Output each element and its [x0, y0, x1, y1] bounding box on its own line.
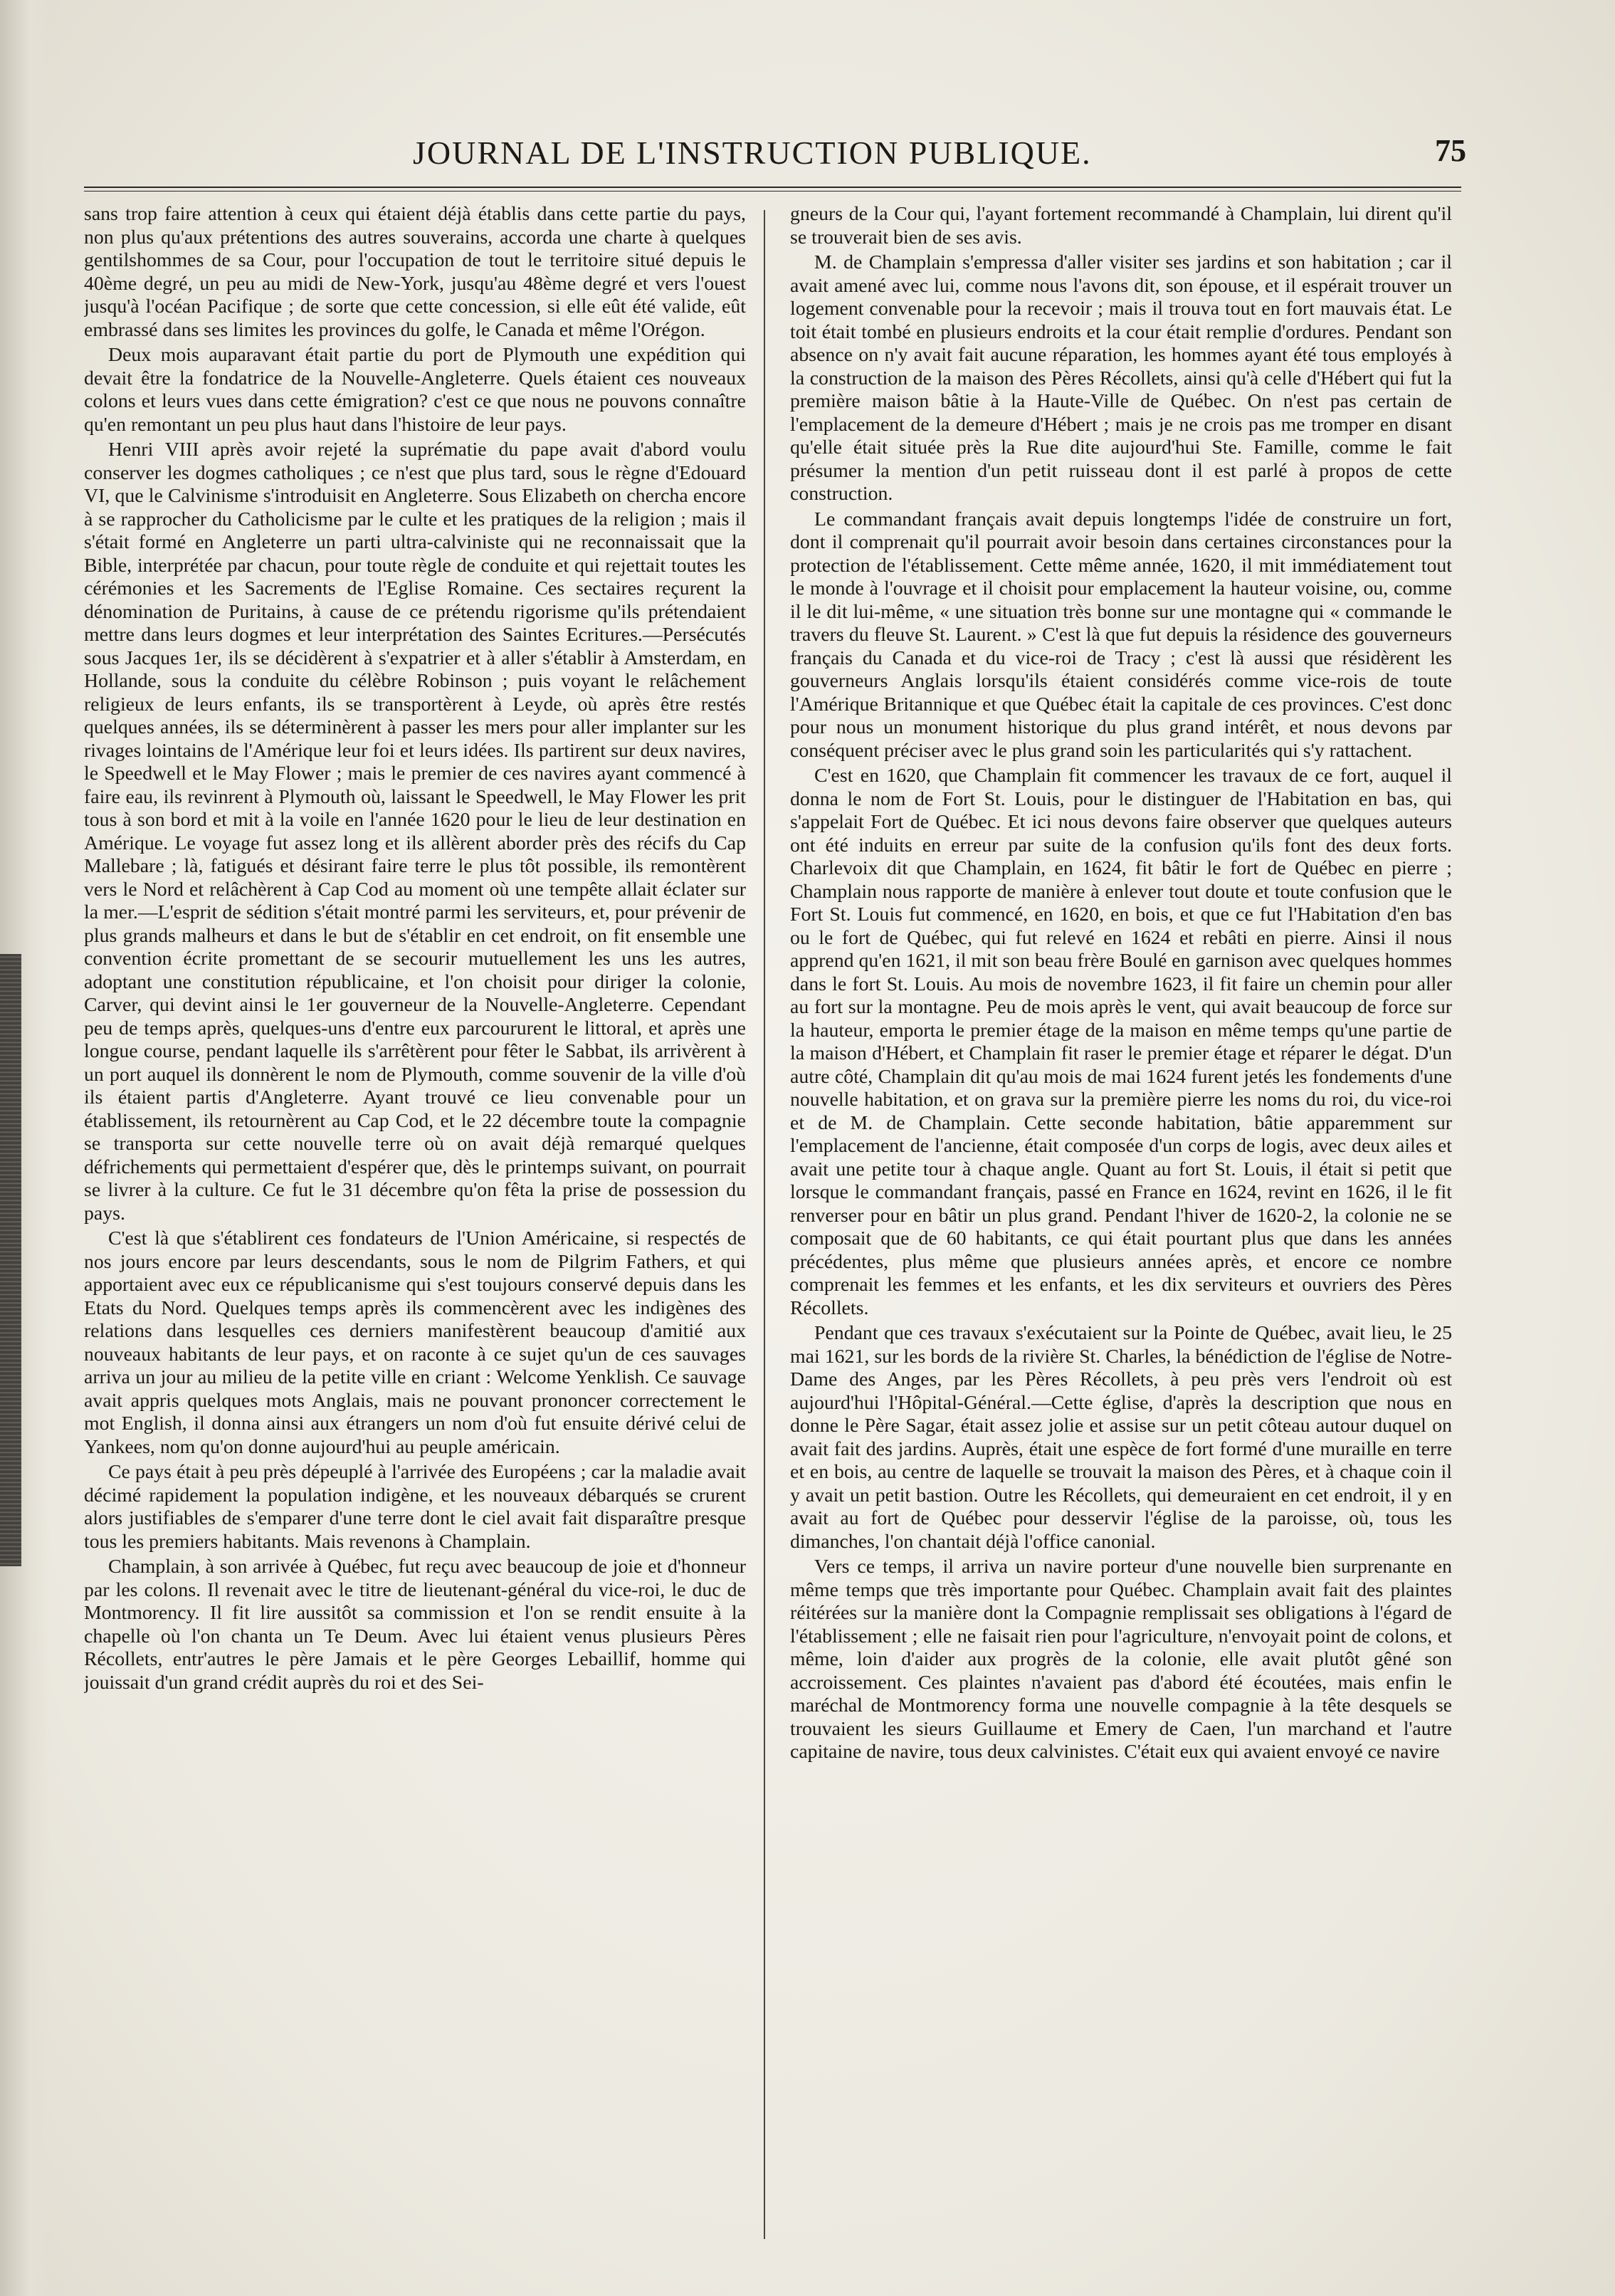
paragraph: gneurs de la Cour qui, l'ayant fortement recommandé à Champlain, lui dirent qu'il se trouverait bien de ses avis.: [790, 203, 1452, 248]
paragraph: Le commandant français avait depuis longtemps l'idée de construire un fort, dont il comprenait qu'il pourrait avoir besoin dans certaines circonstances pour la protection de l'établissement. Cette même année, 1620, il mit immédiatement tout le monde à l'ouvrage et il choisit pour emplacement la hauteur voisine, ou, comme il le dit lui-même, « une situation très bonne sur une montagne qui « commande le travers du fleuve St. Laurent. » C'est là que fut depuis la résidence des gouverneurs français du Canada et du vice-roi de Tracy ; c'est là aussi que résidèrent les gouverneurs Anglais lorsqu'ils étaient considérés comme vice-rois de toute l'Amérique Britannique et que Québec était la capitale de ces provinces. C'est donc pour nous un monument historique du plus grand intérêt, et nous devons par conséquent préciser avec le plus grand soin les particularités qui s'y rattachent.: [790, 508, 1452, 762]
column-divider: [764, 210, 765, 2239]
right-column: [790, 203, 1452, 2260]
paragraph: sans trop faire attention à ceux qui étaient déjà établis dans cette partie du pays, non plus qu'aux prétentions des autres souverains, accorda une charte à quelques gentilshommes de sa Cour, pour l'occupation de tout le territoire situé depuis le 40ème degré, un peu au midi de New-York, jusqu'au 48ème degré et vers l'ouest jusqu'à l'océan Pacifique ; de sorte que cette concession, si elle eût été valide, eût embrassé dans ses limites les provinces du golfe, le Canada et même l'Orégon.: [84, 203, 746, 341]
paragraph: Deux mois auparavant était partie du port de Plymouth une expédition qui devait être la fondatrice de la Nouvelle-Angleterre. Quels étaient ces nouveaux colons et leurs vues dans cette émigration? c'est ce que nous ne pouvons connaître qu'en remontant un peu plus haut dans l'histoire de leur pays.: [84, 344, 746, 436]
running-title: JOURNAL DE L'INSTRUCTION PUBLIQUE.: [413, 135, 1092, 171]
page-number: 75: [1435, 133, 1466, 168]
paragraph: Champlain, à son arrivée à Québec, fut reçu avec beaucoup de joie et d'honneur par les colons. Il revenait avec le titre de lieutenant-général du vice-roi, le duc de Montmorency. Il fit lire aussitôt sa commission et l'on se rendit ensuite à la chapelle où l'on chanta un Te Deum. Avec lui étaient venus plusieurs Pères Récollets, entr'autres le père Jamais et le père Georges Lebaillif, homme qui jouissait d'un grand crédit auprès du roi et des Sei-: [84, 1556, 746, 1694]
binding-edge: [0, 954, 21, 1566]
paragraph: M. de Champlain s'empressa d'aller visiter ses jardins et son habitation ; car il avait amené avec lui, comme nous l'avons dit, son épouse, et il espérait trouver un logement convenable pour la recevoir ; mais il trouva tout en fort mauvais état. Le toit était tombé en plusieurs endroits et la cour était remplie d'ordures. Pendant son absence on n'y avait fait aucune réparation, les hommes ayant été tous employés à la construction de la maison des Pères Récollets, ainsi qu'à celle d'Hébert qui fut la première maison bâtie à la Haute-Ville de Québec. On n'est pas certain de l'emplacement de la demeure d'Hébert ; mais je ne crois pas me tromper en disant qu'elle était située près la Rue dite aujourd'hui Ste. Famille, comme le fait présumer la mention d'un petit ruisseau dont il est parlé à propos de cette construction.: [790, 251, 1452, 505]
page-header: [356, 128, 1466, 178]
paragraph: Pendant que ces travaux s'exécutaient sur la Pointe de Québec, avait lieu, le 25 mai 1621, sur les bords de la rivière St. Charles, la bénédiction de l'église de Notre-Dame des Anges, par les Pères Récollets, à peu près vers l'endroit où est aujourd'hui l'Hôpital-Général.—Cette église, d'après la description que nous en donne le Père Sagar, était assez jolie et assise sur un petit côteau autour duquel on avait fait des jardins. Auprès, était une espèce de fort formé d'une muraille en terre et en bois, au centre de laquelle se trouvait la maison des Pères, et à chaque coin il y avait un petit bastion. Outre les Récollets, qui demeuraient en cet endroit, il y en avait au fort de Québec pour desservir l'église de la paroisse, où, tous les dimanches, l'on chantait déjà l'office canonial.: [790, 1322, 1452, 1553]
paragraph: C'est en 1620, que Champlain fit commencer les travaux de ce fort, auquel il donna le nom de Fort St. Louis, pour le distinguer de l'Habitation en bas, qui s'appelait Fort de Québec. Et ici nous devons faire observer que quelques auteurs ont été induits en erreur par suite de la confusion qu'ils font des deux forts. Charlevoix dit que Champlain, en 1624, fit bâtir le fort de Québec en pierre ; Champlain nous rapporte de manière à enlever tout doute et toute confusion que le Fort St. Louis fut commencé, en 1620, en bois, et que ce fut l'Habitation d'en bas ou le fort de Québec, qui fut relevé en 1624 et rebâti en pierre. Ainsi il nous apprend qu'en 1621, il mit son beau frère Boulé en garnison avec quelques hommes dans le fort St. Louis. Au mois de novembre 1623, il fit faire un chemin pour aller au fort sur la montagne. Peu de mois après le vent, qui avait beaucoup de force sur la hauteur, emporta le premier étage de la maison en même temps qu'une partie de la maison d'Hébert, et Champlain fit raser le premier étage et réparer le dégat. D'un autre côté, Champlain dit qu'au mois de mai 1624 furent jetés les fondements d'une nouvelle habitation, et on grava sur la première pierre les noms du roi, du vice-roi et de M. de Champlain. Cette seconde habitation, bâtie apparemment sur l'emplacement de l'ancienne, était composée d'un corps de logis, avec deux ailes et avait une petite tour à chaque angle. Quant au fort St. Louis, il était si petit que lorsque le commandant français, passé en France en 1624, revint en 1626, il le fit renverser pour en bâtir un plus grand. Pendant l'hiver de 1620-2, la colonie ne se composait que de 60 habitants, ce qui était pourtant plus que dans les années précédentes, plus même que plusieurs années après, et encore ce nombre comprenait les femmes et les enfants, et les dix serviteurs et ouvriers des Pères Récollets.: [790, 765, 1452, 1319]
paragraph: Ce pays était à peu près dépeuplé à l'arrivée des Européens ; car la maladie avait décimé rapidement la population indigène, et les nouveaux débarqués se crurent alors justifiables de s'emparer d'une terre dont le ciel avait fait disparaître presque tous les premiers habitants. Mais revenons à Champlain.: [84, 1461, 746, 1553]
paragraph: C'est là que s'établirent ces fondateurs de l'Union Américaine, si respectés de nos jours encore par leurs descendants, sous le nom de Pilgrim Fathers, et qui apportaient avec eux ce républicanisme qui s'est toujours conservé depuis dans les Etats du Nord. Quelques temps après ils commencèrent avec les indigènes des relations dans lesquelles ces derniers manifestèrent beaucoup d'amitié aux nouveaux habitants de leur pays, et on raconte à ce sujet qu'un de ces sauvages arriva un jour au milieu de la petite ville en criant : Welcome Yenklish. Ce sauvage avait appris quelques mots Anglais, mais ne pouvant prononcer correctement le mot English, il donna ainsi aux étrangers un nom d'où fut ensuite dérivé celui de Yankees, nom qu'on donne aujourd'hui au peuple américain.: [84, 1227, 746, 1458]
paragraph: Vers ce temps, il arriva un navire porteur d'une nouvelle bien surprenante en même temps que très importante pour Québec. Champlain avait fait des plaintes réitérées sur la manière dont la Compagnie remplissait ses obligations à l'égard de l'établissement ; elle ne faisait rien pour l'agriculture, n'envoyait point de colons, et même, loin d'aider aux progrès de la colonie, elle avait plutôt gêné son accroissement. Ces plaintes n'avaient pas d'abord été écoutées, mais enfin le maréchal de Montmorency forma une nouvelle compagnie à la tête desquels se trouvaient les sieurs Guillaume et Emery de Caen, l'un marchand et l'autre capitaine de navire, tous deux calvinistes. C'était eux qui avaient envoyé ce navire: [790, 1556, 1452, 1763]
left-column: [84, 203, 746, 2260]
paragraph: Henri VIII après avoir rejeté la suprématie du pape avait d'abord voulu conserver les dogmes catholiques ; ce n'est que plus tard, sous le règne d'Edouard VI, que le Calvinisme s'introduisit en Angleterre. Sous Elizabeth on chercha encore à se rapprocher du Catholicisme par le culte et les pratiques de la religion ; mais il s'était formé en Angleterre un parti ultra-calviniste qui ne reconnaissait que la Bible, interprétée par chacun, pour toute règle de conduite et qui rejettait toutes les cérémonies et les Sacrements de l'Eglise Romaine. Ces sectaires reçurent la dénomination de Puritains, à cause de ce prétendu rigorisme qu'ils prétendaient mettre dans leurs dogmes et leur interprétation des Saintes Ecritures.—Persécutés sous Jacques 1er, ils se décidèrent à s'expatrier et à aller s'établir à Amsterdam, en Hollande, sous la conduite du célèbre Robinson ; puis voyant le relâchement religieux de leurs enfants, ils se transportèrent à Leyde, où après être restés quelques années, ils se déterminèrent à passer les mers pour aller implanter sur les rivages lointains de l'Amérique leur foi et leurs idées. Ils partirent sur deux navires, le Speedwell et le May Flower ; mais le premier de ces navires ayant commencé à faire eau, ils revinrent à Plymouth où, laissant le Speedwell, le May Flower les prit tous à son bord et mit à la voile en l'année 1620 pour le lieu de leur destination en Amérique. Le voyage fut assez long et ils allèrent aborder près des récifs du Cap Mallebare ; là, fatigués et désirant faire terre le plus tôt possible, ils remontèrent vers le Nord et relâchèrent à Cap Cod au moment où une tempête allait éclater sur la mer.—L'esprit de sédition s'était montré parmi les serviteurs, et, pour prévenir de plus grands malheurs et dans le but de s'établir en cet endroit, on fit ensemble une convention écrite promettant de se secourir mutuellement les uns les autres, adoptant une constitution républicaine, et l'on choisit pour diriger la colonie, Carver, qui devint ainsi le 1er gouverneur de la Nouvelle-Angleterre. Cependant peu de temps après, quelques-uns d'entre eux parcoururent le littoral, et après une longue course, pendant laquelle ils s'arrêtèrent pour fêter le Sabbat, ils arrivèrent à un port auquel ils donnèrent le nom de Plymouth, comme souvenir de la ville d'où ils étaient partis d'Angleterre. Ayant trouvé ce lieu convenable pour un établissement, ils retournèrent au Cap Cod, et le 22 décembre toute la compagnie se transporta sur cette nouvelle terre où on avait déjà remarqué quelques défrichements qui permettaient d'espérer que, dès le printemps suivant, on pourrait se livrer à la culture. Ce fut le 31 décembre qu'on fêta la prise de possession du pays.: [84, 439, 746, 1225]
header-rule: [84, 187, 1461, 192]
